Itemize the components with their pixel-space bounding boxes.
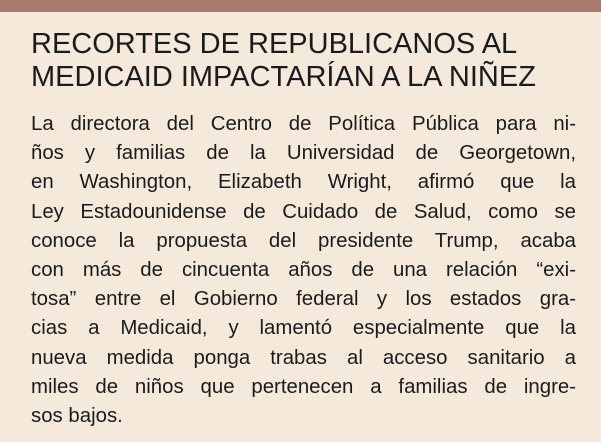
body-line: nueva medida ponga trabas al acceso sanitario a bbox=[31, 346, 576, 369]
top-accent-bar bbox=[0, 0, 601, 12]
article-panel bbox=[0, 12, 601, 442]
body-line: ños y familias de la Universidad de Georgetown, bbox=[31, 142, 576, 165]
body-line: tosa” entre el Gobierno federal y los estados gra- bbox=[31, 288, 576, 311]
article-body bbox=[31, 110, 576, 431]
body-line: Ley Estadounidense de Cuidado de Salud, como se bbox=[31, 200, 576, 223]
headline-line: RECORTES DE REPUBLICANOS AL bbox=[31, 28, 518, 60]
body-line: miles de niños que pertenecen a familias de ingre- bbox=[31, 375, 576, 398]
article-headline bbox=[31, 28, 591, 94]
body-line: conoce la propuesta del presidente Trump, acaba bbox=[31, 229, 576, 252]
body-line: sos bajos. bbox=[31, 404, 123, 427]
headline-line: MEDICAID IMPACTARÍAN A LA NIÑEZ bbox=[31, 61, 536, 93]
body-line: con más de cincuenta años de una relación “exi- bbox=[31, 258, 576, 281]
body-line: La directora del Centro de Política Pública para ni- bbox=[31, 113, 576, 135]
body-line: en Washington, Elizabeth Wright, afirmó que la bbox=[31, 171, 576, 194]
body-line: cias a Medicaid, y lamentó especialmente que la bbox=[31, 317, 576, 340]
